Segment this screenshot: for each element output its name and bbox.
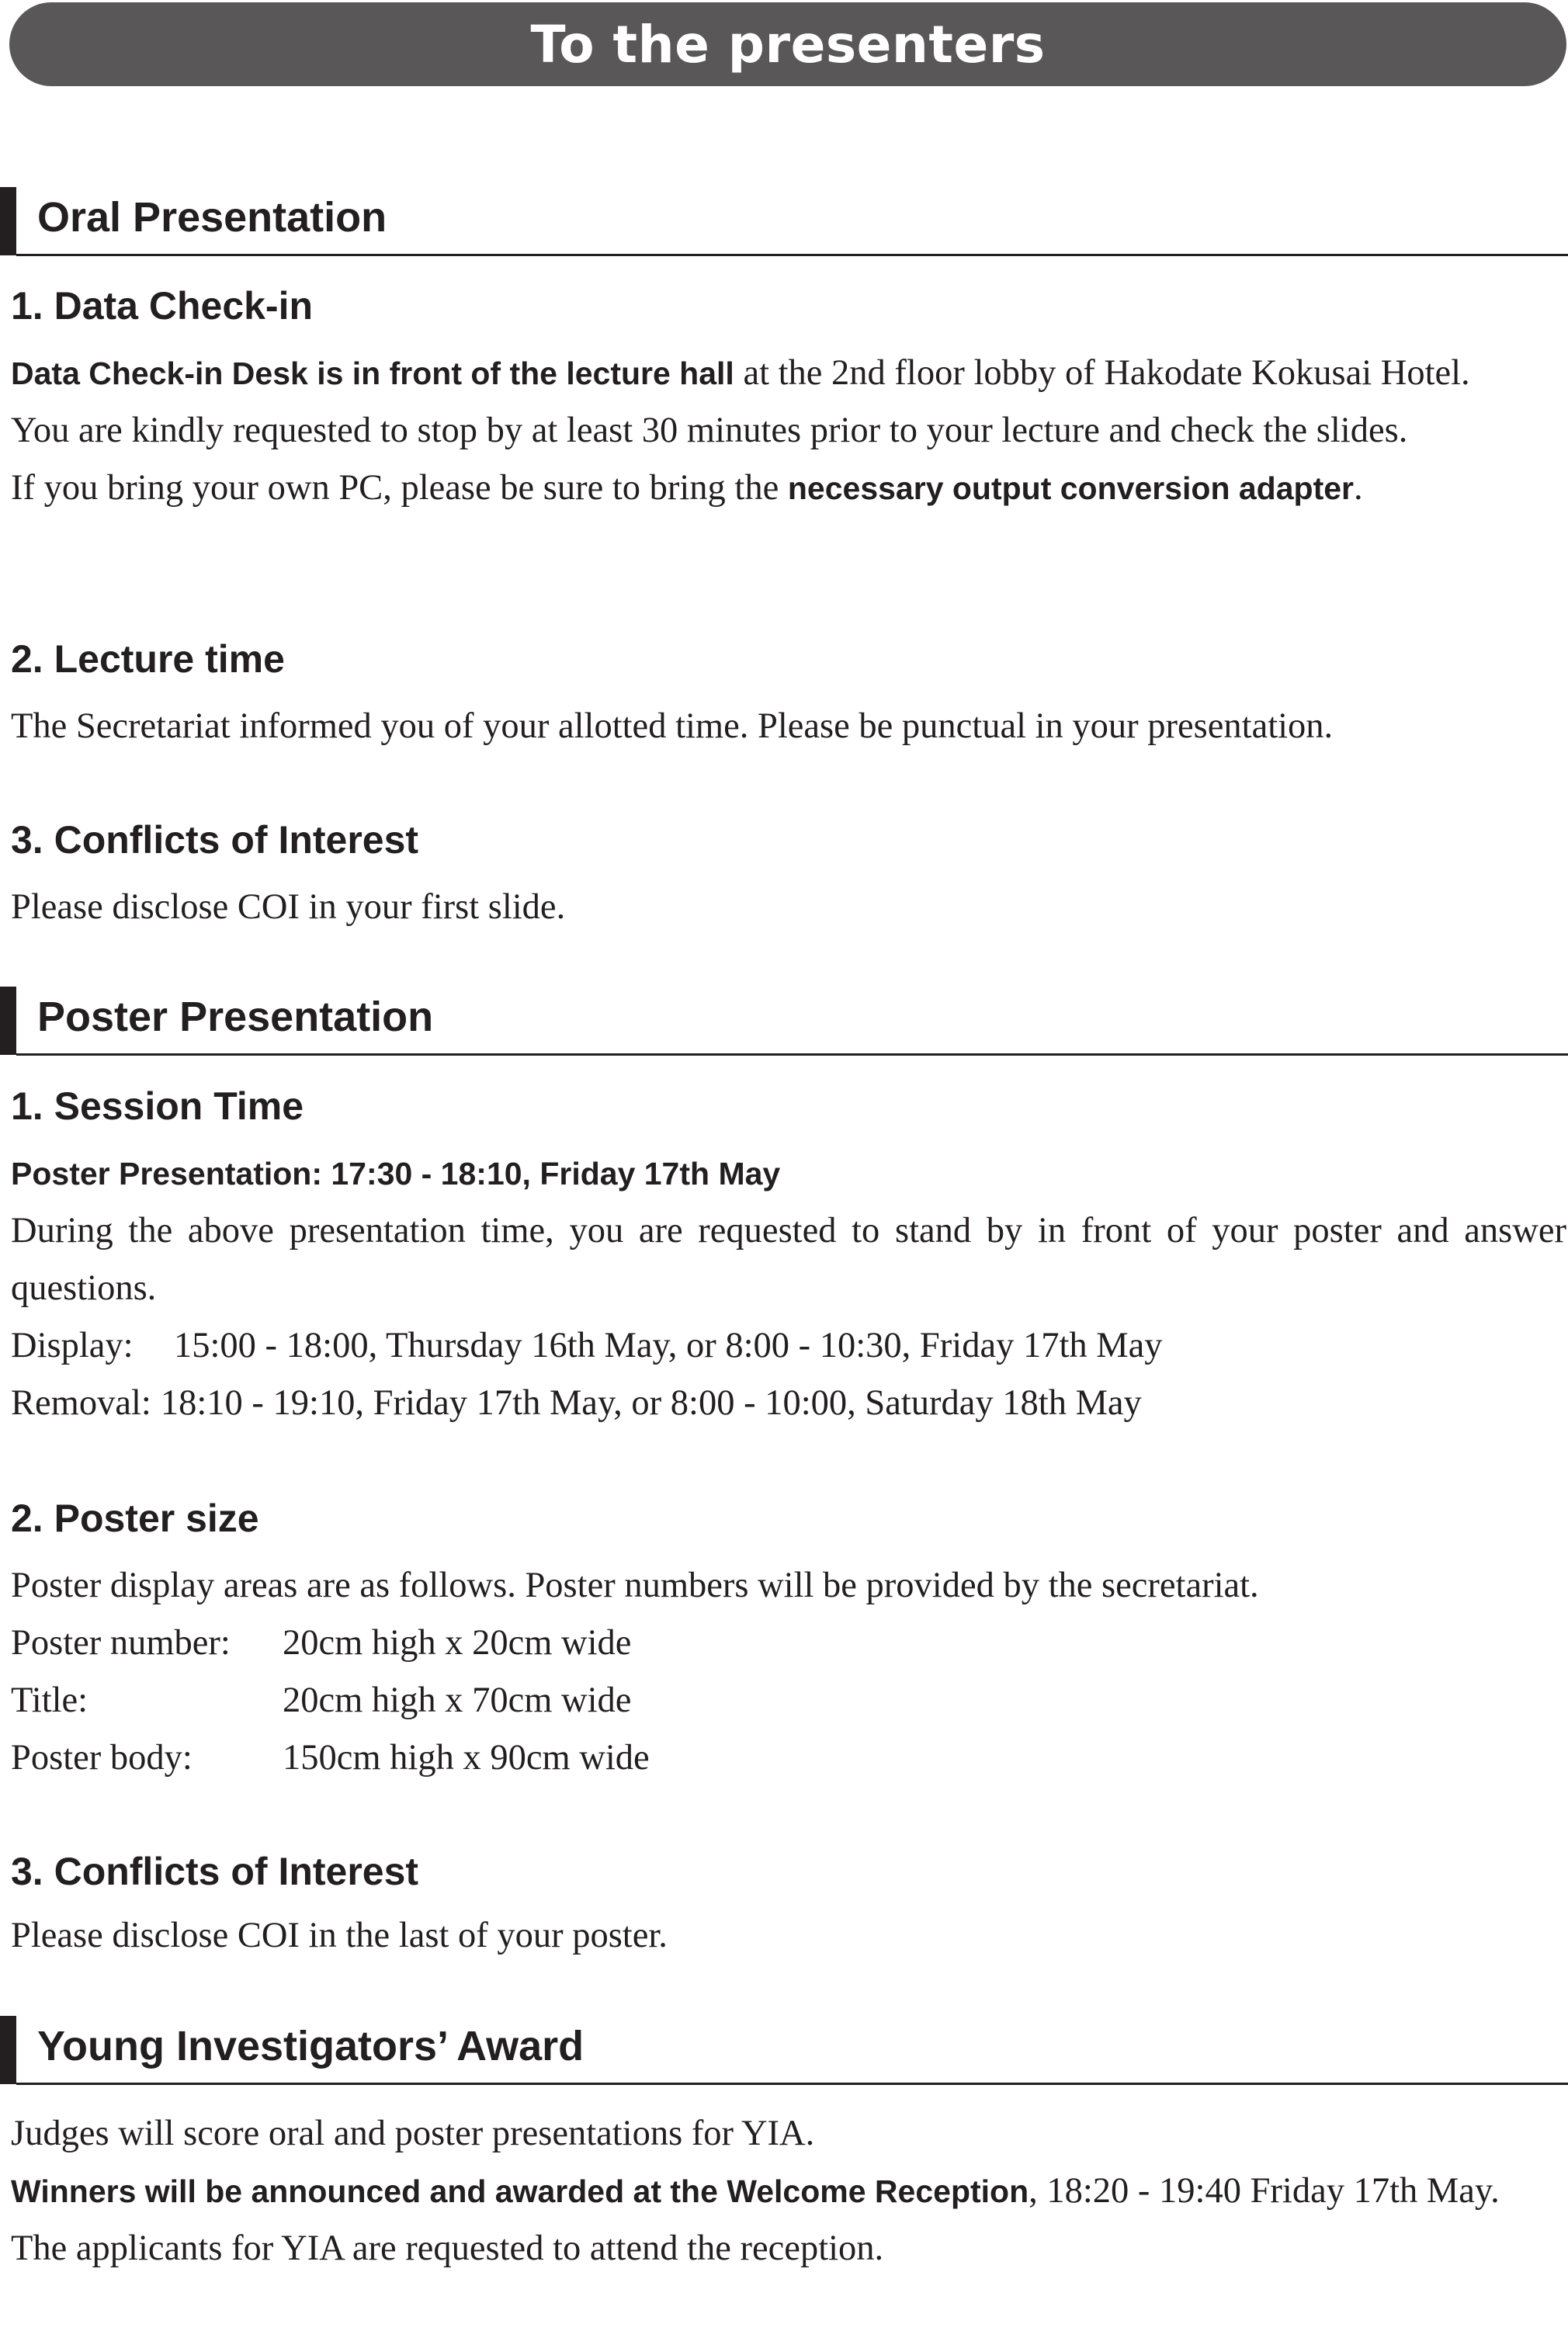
size-value: 20cm high x 70cm wide xyxy=(283,1681,632,1720)
size-value: 20cm high x 20cm wide xyxy=(283,1623,632,1663)
poster-standby-note: During the above presentation time, you are requested to stand by in front of your poster and answer questions. xyxy=(11,1211,1566,1308)
section-rule xyxy=(16,1053,1568,1056)
section-title-poster: Poster Presentation xyxy=(37,994,434,1040)
removal-value: 18:10 - 19:10, Friday 17th May, or 8:00 - 10:00, Saturday 18th May xyxy=(160,1383,1142,1423)
yia-winners-bold: Winners will be announced and awarded at the Welcome Reception xyxy=(11,2173,1029,2209)
oral-coi-heading: 3. Conflicts of Interest xyxy=(11,818,419,862)
poster-size-heading: 2. Poster size xyxy=(11,1497,259,1540)
oral-lecture-time-heading: 2. Lecture time xyxy=(11,637,285,681)
removal-label: Removal: xyxy=(11,1383,151,1423)
section-marker xyxy=(0,2016,16,2084)
yia-applicants: The applicants for YIA are requested to attend the reception. xyxy=(11,2229,884,2268)
section-title-yia: Young Investigators’ Award xyxy=(37,2023,585,2069)
section-header-oral xyxy=(0,187,1568,257)
yia-text xyxy=(11,2105,1566,2277)
oral-coi-text: Please disclose COI in your first slide. xyxy=(11,887,566,927)
size-row xyxy=(11,1672,1566,1729)
poster-session-time-text xyxy=(11,1145,1566,1432)
poster-coi-heading: 3. Conflicts of Interest xyxy=(11,1850,419,1893)
section-marker xyxy=(0,187,16,255)
size-value: 150cm high x 90cm wide xyxy=(283,1738,650,1778)
section-title-oral: Oral Presentation xyxy=(37,194,387,241)
checkin-request: You are kindly requested to stop by at least 30 minutes prior to your lecture and check the slides. xyxy=(11,411,1408,450)
removal-row xyxy=(11,1375,1566,1432)
poster-session-time-heading: 1. Session Time xyxy=(11,1084,304,1128)
page-banner xyxy=(9,2,1566,86)
display-value: 15:00 - 18:00, Thursday 16th May, or 8:00 - 10:30, Friday 17th May xyxy=(174,1326,1163,1365)
checkin-paragraph xyxy=(11,345,1566,402)
oral-data-checkin-text xyxy=(11,345,1566,517)
poster-time-bold: Poster Presentation: 17:30 - 18:10, Friday 17th May xyxy=(11,1156,781,1192)
section-rule xyxy=(16,2083,1568,2085)
checkin-pc-note: If you bring your own PC, please be sure to bring the necessary output conversion adapter. xyxy=(11,468,1363,508)
section-marker xyxy=(0,987,16,1055)
display-label: Display: xyxy=(11,1326,134,1365)
checkin-desk-location: at the 2nd floor lobby of Hakodate Kokusai Hotel. xyxy=(734,353,1470,393)
yia-winners: Winners will be announced and awarded at the Welcome Reception, 18:20 - 19:40 Friday 17th May. xyxy=(11,2171,1500,2211)
oral-data-checkin-heading: 1. Data Check-in xyxy=(11,284,314,328)
yia-judges: Judges will score oral and poster presentations for YIA. xyxy=(11,2114,815,2153)
adapter-bold: necessary output conversion adapter xyxy=(787,470,1354,506)
checkin-desk-bold: Data Check-in Desk is in front of the lecture hall xyxy=(11,356,734,391)
display-row xyxy=(11,1317,1566,1375)
poster-coi-text: Please disclose COI in the last of your poster. xyxy=(11,1916,668,1955)
size-label: Poster body: xyxy=(11,1738,193,1778)
size-row xyxy=(11,1729,1566,1787)
size-row xyxy=(11,1615,1566,1672)
section-rule xyxy=(16,254,1568,256)
oral-lecture-time-text: The Secretariat informed you of your allotted time. Please be punctual in your presentation. xyxy=(11,706,1334,746)
page-title: To the presenters xyxy=(530,14,1046,75)
size-label: Title: xyxy=(11,1681,88,1720)
poster-size-text: Poster display areas are as follows. Poster numbers will be provided by the secretariat. Poster number: 20cm high x 20cm wide Title: 20cm high x 70cm wide Poster body: 150cm high x 90cm wide xyxy=(11,1557,1566,1787)
section-header-yia xyxy=(0,2016,1568,2086)
section-header-poster xyxy=(0,987,1568,1056)
size-label: Poster number: xyxy=(11,1623,231,1663)
